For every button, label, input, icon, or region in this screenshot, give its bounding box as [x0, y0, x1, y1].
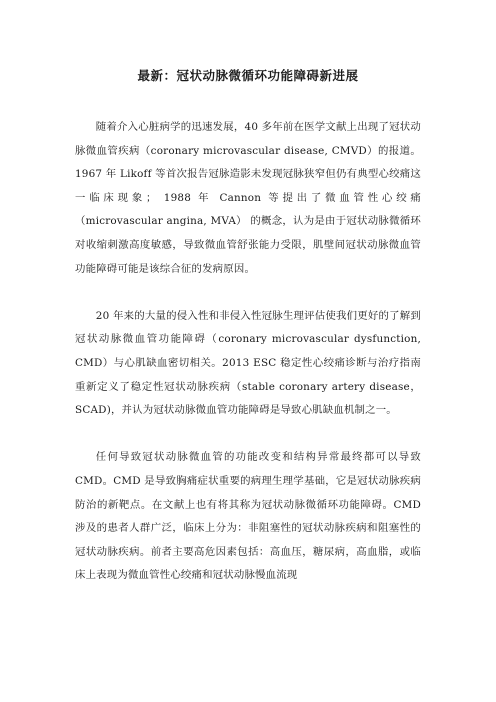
paragraph-3: 任何导致冠状动脉微血管的功能改变和结构异常最终都可以导致 CMD。CMD 是导致胸痛症状重要的病理生理学基础，它是冠状动脉疾病防治的新靶点。在文献上也有将其称为冠状动脉微循环功能障碍。CMD 涉及的患者人群广泛，临床上分为：非阻塞性的冠状动脉疾病和阻塞性的冠状动脉疾病。前者主要高危因素包括：高血压，糖尿病，高血脂，或临床上表现为微血管性心绞痛和冠状动脉慢血流现: [75, 451, 421, 582]
paragraph-2: 20 年来的大量的侵入性和非侵入性冠脉生理评估使我们更好的了解到冠状动脉微血管功能障碍（coronary microvascular dysfunction, CMD）与心肌缺血密切相关。2013 ESC 稳定性心绞痛诊断与治疗指南重新定义了稳定性冠状动脉疾病（stable coronary artery disease，SCAD)，并认为冠状动脉微血管功能障碍是导致心肌缺血机制之一。: [75, 309, 421, 417]
document-title: 最新：冠状动脉微循环功能障碍新进展: [137, 68, 359, 83]
paragraph-1: 随着介入心脏病学的迅速发展，40 多年前在医学文献上出现了冠状动脉微血管疾病（coronary microvascular disease, CMVD）的报道。1967 年 Likoff 等首次报告冠脉造影未发现冠脉狭窄但仍有典型心绞痛这一临床现象； 1988 年 Cannon 等提出了微血管性心绞痛（microvascular angina, MVA） 的概念，认为是由于冠状动脉微循环对收缩刺激高度敏感，导致微血管舒张能力受限，肌壁间冠状动脉微血管功能障碍可能是该综合征的发病原因。: [75, 121, 421, 275]
document-body: [75, 116, 421, 588]
